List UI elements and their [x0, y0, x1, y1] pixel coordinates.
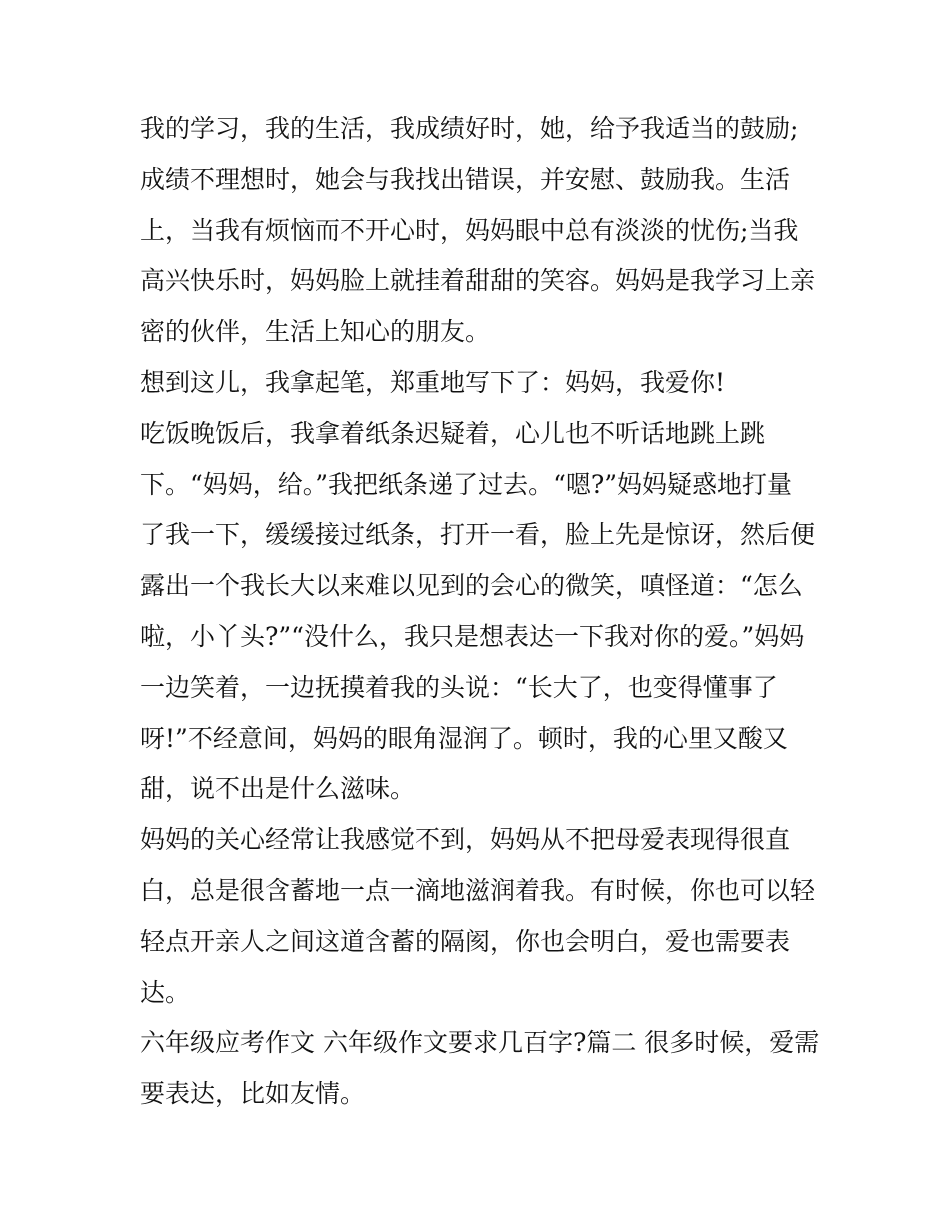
body-text	[140, 104, 830, 1120]
text-line: 六年级应考作文 六年级作文要求几百字?篇二 很多时候，爱需	[140, 1028, 820, 1058]
text-line: 啦，小丫头?”“没什么，我只是想表达一下我对你的爱。”妈妈	[140, 621, 805, 651]
text-line: 成绩不理想时，她会与我找出错误，并安慰、鼓励我。生活	[140, 164, 791, 194]
text-line: 想到这儿，我拿起笔，郑重地写下了：妈妈，我爱你!	[140, 367, 726, 397]
text-line: 高兴快乐时，妈妈脸上就挂着甜甜的笑容。妈妈是我学习上亲	[140, 266, 816, 296]
text-line: 吃饭晚饭后，我拿着纸条迟疑着，心儿也不听话地跳上跳	[140, 418, 766, 448]
text-line: 要表达，比如友情。	[140, 1079, 366, 1109]
text-line: 露出一个我长大以来难以见到的会心的微笑，嗔怪道：“怎么	[140, 571, 803, 601]
text-line: 白，总是很含蓄地一点一滴地滋润着我。有时候，你也可以轻	[140, 875, 816, 905]
text-line: 我的学习，我的生活，我成绩好时，她，给予我适当的鼓励;	[140, 114, 799, 143]
text-line: 一边笑着，一边抚摸着我的头说：“长大了，也变得懂事了	[140, 672, 778, 702]
text-line: 轻点开亲人之间这道含蓄的隔阂，你也会明白，爱也需要表	[140, 926, 791, 956]
text-line: 妈妈的关心经常让我感觉不到，妈妈从不把母爱表现得很直	[140, 825, 791, 855]
text-line: 密的伙伴，生活上知心的朋友。	[140, 317, 491, 347]
text-line: 呀!”不经意间，妈妈的眼角湿润了。顿时，我的心里又酸又	[140, 723, 788, 753]
text-line: 达。	[140, 977, 191, 1007]
text-line: 甜，说不出是什么滋味。	[140, 774, 416, 804]
text-line: 下。“妈妈，给。”我把纸条递了过去。“嗯?”妈妈疑惑地打量	[140, 469, 793, 499]
text-line: 了我一下，缓缓接过纸条，打开一看，脸上先是惊讶，然后便	[140, 520, 816, 550]
text-line: 上，当我有烦恼而不开心时，妈妈眼中总有淡淡的忧伤;当我	[140, 215, 799, 245]
